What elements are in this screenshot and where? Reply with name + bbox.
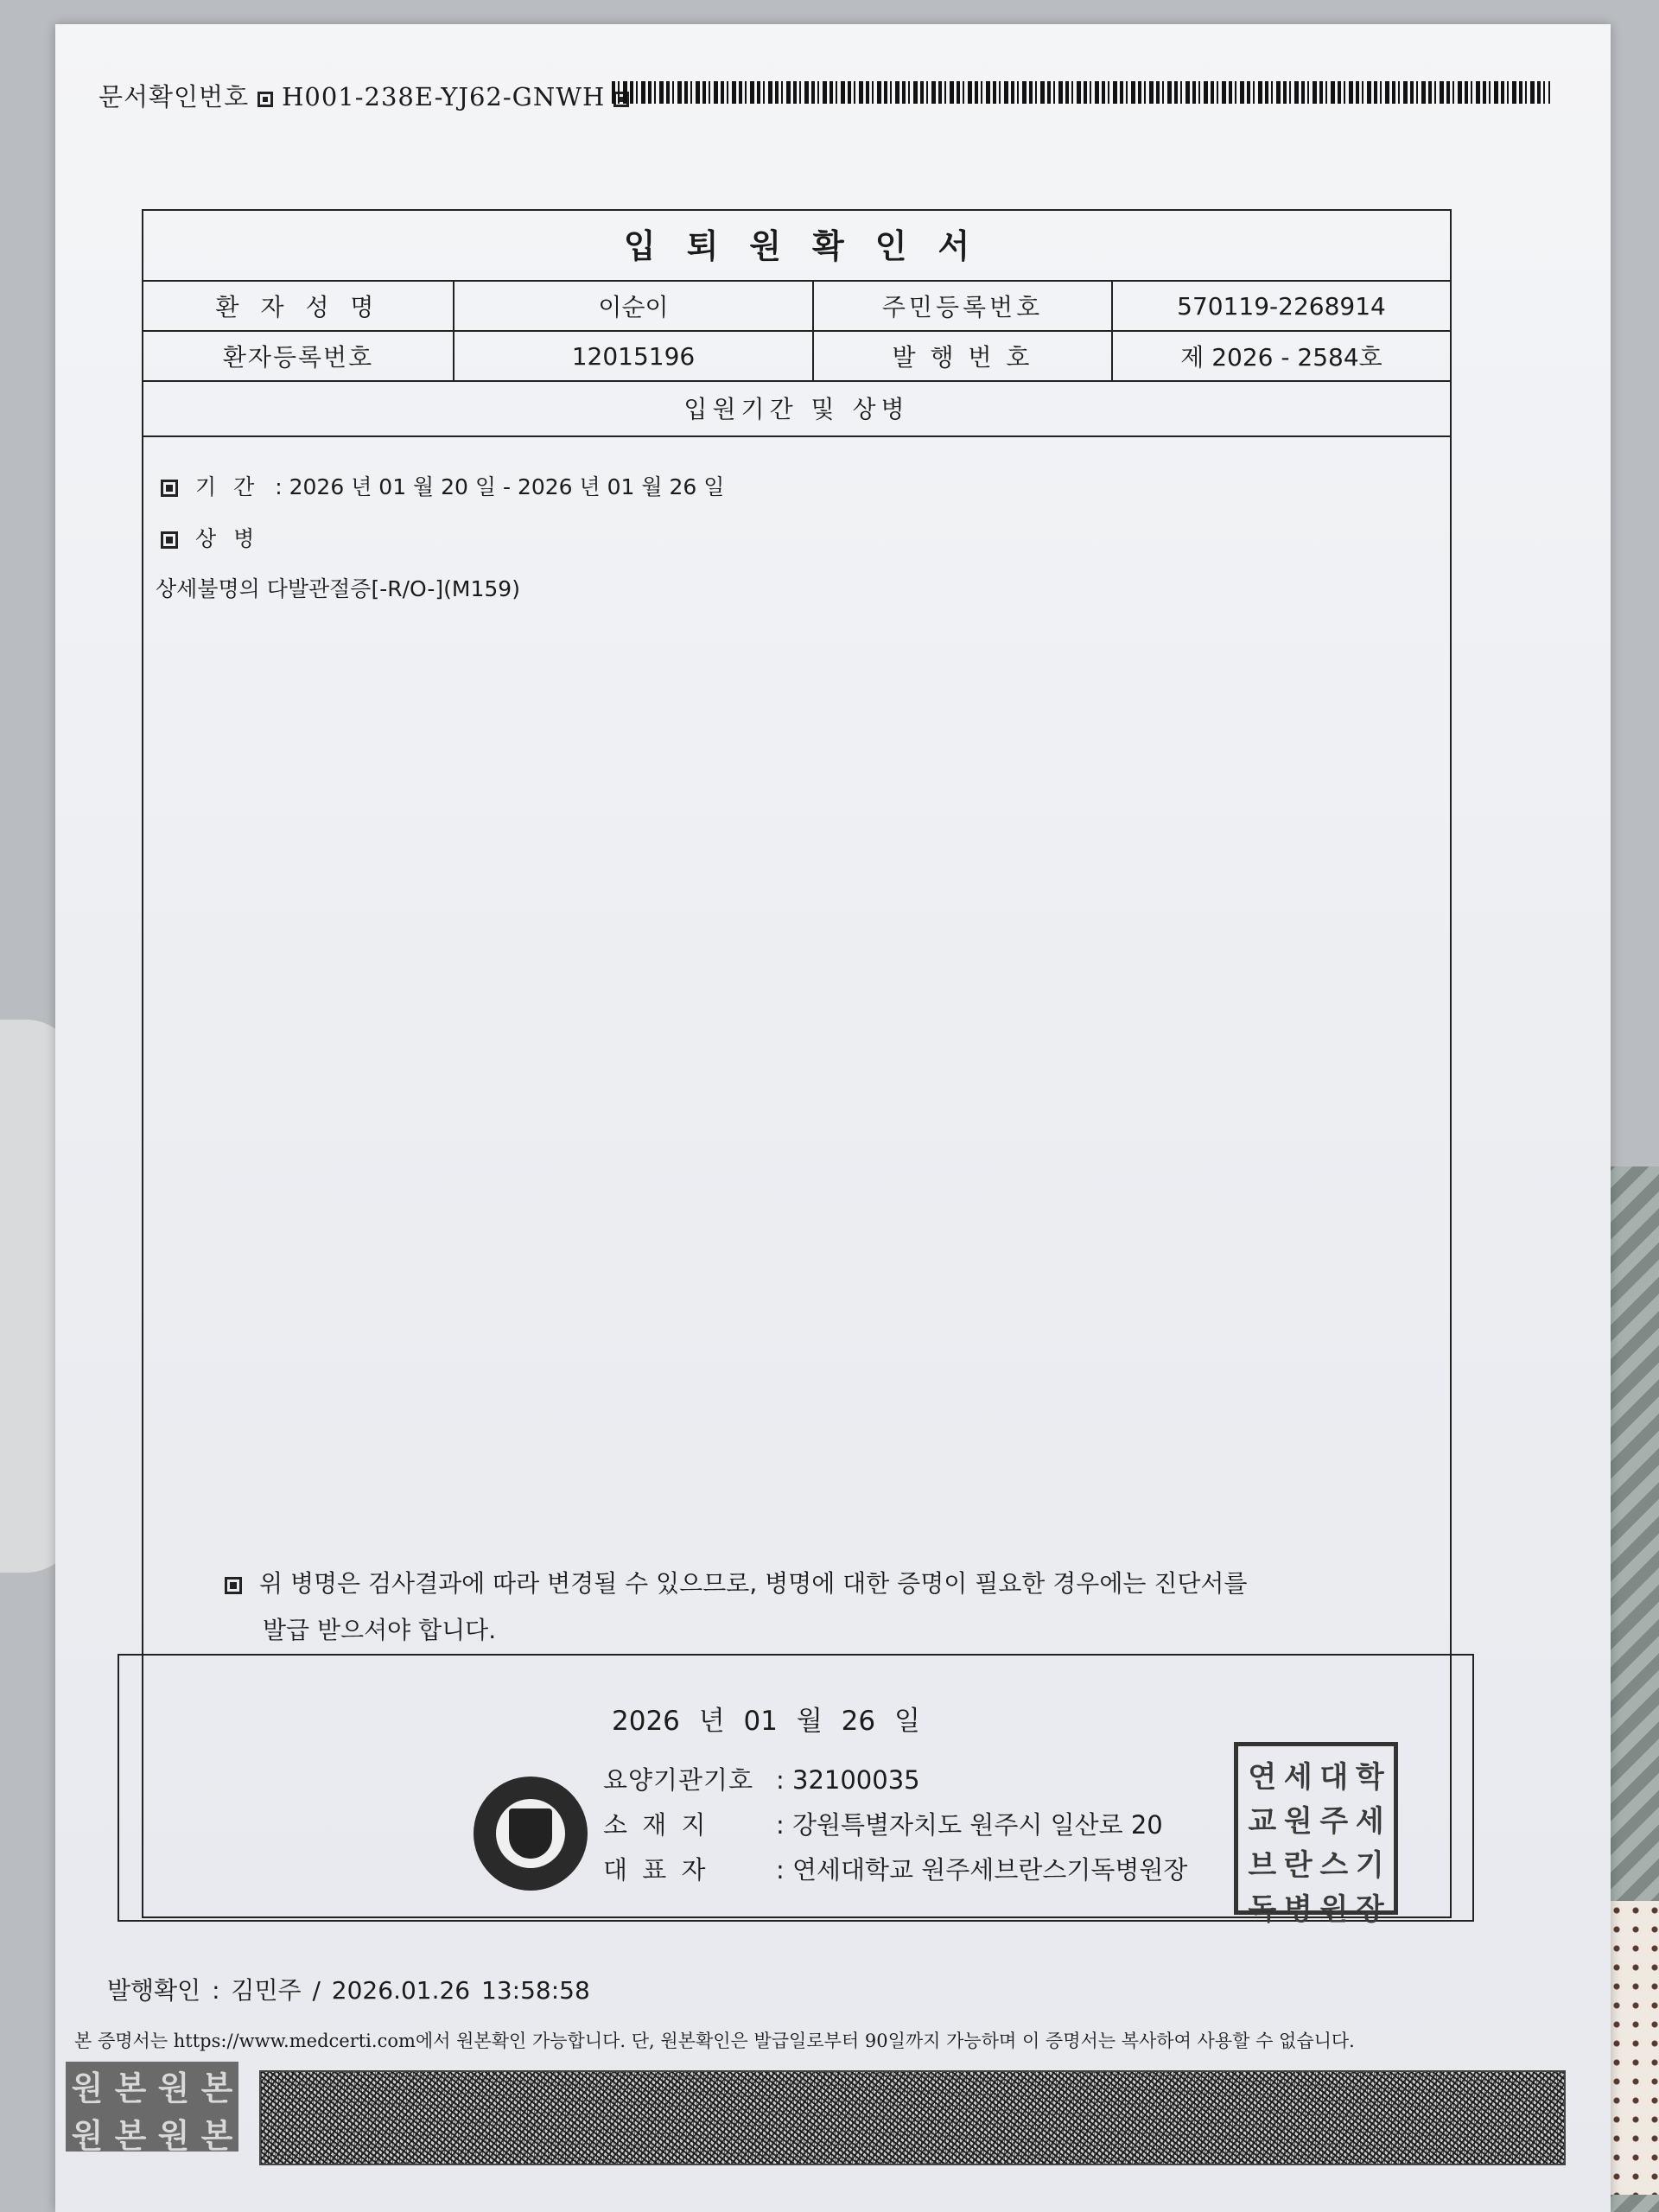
document-paper <box>55 24 1611 2212</box>
stamp-char: 본 <box>114 2069 147 2107</box>
issue-no-label: 발 행 번 호 <box>814 332 1113 380</box>
rrn-value: 570119-2268914 <box>1177 291 1386 321</box>
seal-char: 브 <box>1248 1848 1277 1883</box>
period-line <box>161 470 724 501</box>
square-bullet-icon <box>225 1577 242 1594</box>
reg-label: 환자등록번호 <box>143 332 454 380</box>
issue-no-value: 제 2026 - 2584호 <box>1180 343 1382 372</box>
square-bullet-icon <box>161 531 178 549</box>
disclaimer: 본 증명서는 https://www.medcerti.com에서 원본확인 가능합니다. 단, 원본확인은 발급일로부터 90일까지 가능하며 이 증명서는 복사하여 사용할 수 없습니다. <box>74 2031 1355 2051</box>
original-stamp <box>66 2062 238 2155</box>
code-label: 요양기관기호 <box>603 1765 754 1795</box>
stamp-char: 원 <box>71 2116 104 2155</box>
representative-label: 대 표 자 <box>603 1855 709 1885</box>
address-label: 소 재 지 <box>603 1810 709 1840</box>
patient-row-2 <box>143 332 1450 382</box>
notice-line-1: 위 병명은 검사결과에 따라 변경될 수 있으므로, 병명에 대한 증명이 필요한 경우에는 진단서를 <box>259 1569 1248 1598</box>
name-value: 이순이 <box>454 282 814 330</box>
stamp-char: 본 <box>200 2069 233 2107</box>
issue-date: 2026 년 01 월 26 일 <box>612 1706 920 1737</box>
seal-char: 원 <box>1319 1892 1349 1927</box>
university-logo-icon <box>474 1777 588 1891</box>
background-pattern <box>1607 1901 1659 2195</box>
notice-line-2: 발급 받으셔야 합니다. <box>263 1616 497 1644</box>
patient-row-1 <box>143 282 1450 332</box>
seal-char: 학 <box>1355 1760 1384 1795</box>
seal-char: 독 <box>1248 1892 1277 1927</box>
representative-value: : 연세대학교 원주세브란스기독병원장 <box>776 1855 1188 1885</box>
period-value: : 2026 년 01 월 20 일 - 2026 년 01 월 26 일 <box>275 474 725 499</box>
seal-char: 원 <box>1283 1804 1313 1839</box>
seal-char: 기 <box>1355 1848 1384 1883</box>
code-value: : 32100035 <box>776 1765 920 1795</box>
stamp-char: 원 <box>157 2116 190 2155</box>
seal-char: 란 <box>1283 1848 1313 1883</box>
document-id-value: H001-238E-YJ62-GNWH <box>282 82 606 111</box>
notice <box>225 1560 1460 1654</box>
seal-char: 대 <box>1319 1760 1349 1795</box>
seal-char: 주 <box>1319 1804 1349 1839</box>
diagnosis-heading <box>161 522 259 553</box>
square-bullet-icon <box>257 92 273 107</box>
issuer-box <box>118 1654 1474 1927</box>
page-title: 입퇴원확인서 <box>143 211 1450 282</box>
seal-char: 장 <box>1355 1892 1384 1927</box>
period-label: 기 간 <box>195 474 260 499</box>
certificate-form <box>142 209 1452 1927</box>
stamp-char: 원 <box>157 2069 190 2107</box>
diagnosis-label: 상 병 <box>195 526 260 551</box>
address-value: : 강원특별자치도 원주시 일산로 20 <box>776 1810 1163 1840</box>
stamp-char: 본 <box>114 2116 147 2155</box>
stamp-char: 원 <box>71 2069 104 2107</box>
barcode <box>612 81 1550 104</box>
reg-value: 12015196 <box>454 332 814 380</box>
name-label: 환 자 성 명 <box>143 282 454 330</box>
seal-char: 연 <box>1248 1760 1277 1795</box>
diagnosis-value: 상세불명의 다발관절증[-R/O-](M159) <box>156 576 520 601</box>
stamp-char: 본 <box>200 2116 233 2155</box>
seal-char: 병 <box>1283 1892 1313 1927</box>
issuer-info <box>603 1758 1187 1892</box>
seal-char: 세 <box>1283 1760 1313 1795</box>
seal-char: 교 <box>1248 1804 1277 1839</box>
rrn-label: 주민등록번호 <box>814 282 1113 330</box>
seal-char: 스 <box>1319 1848 1349 1883</box>
issue-confirmation: 발행확인 : 김민주 / 2026.01.26 13:58:58 <box>107 1976 590 2005</box>
hospital-seal-icon <box>1234 1742 1398 1927</box>
document-id <box>99 78 638 113</box>
square-bullet-icon <box>161 480 178 497</box>
section-title: 입원기간 및 상병 <box>143 382 1450 437</box>
security-pattern <box>259 2070 1566 2165</box>
document-id-label: 문서확인번호 <box>99 82 250 111</box>
seal-char: 세 <box>1355 1804 1384 1839</box>
